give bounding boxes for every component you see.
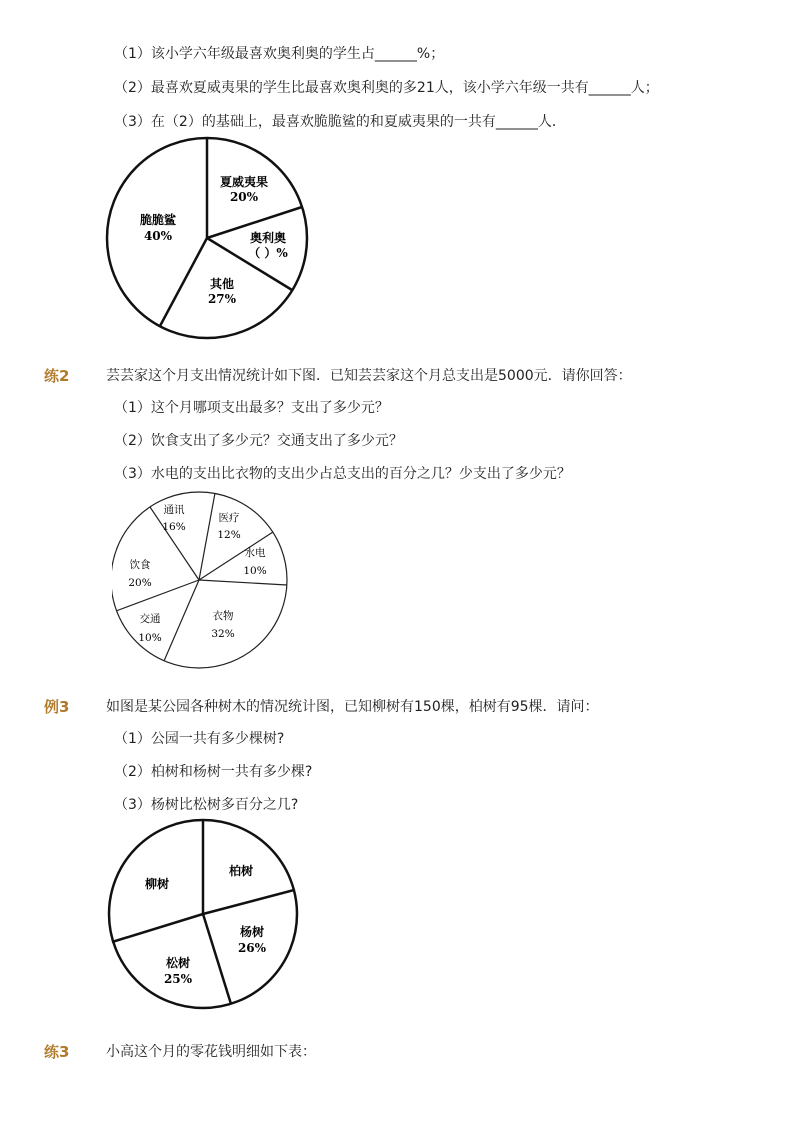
pie-divider	[199, 493, 215, 580]
pie-divider	[164, 580, 199, 661]
pie-chart-expenses	[112, 490, 292, 672]
slice-label-value: 27%	[207, 292, 237, 306]
slice-label-value: 32%	[211, 628, 235, 640]
slice-label-value: 20%	[128, 577, 152, 589]
example-tag-3: 例3	[44, 698, 70, 716]
slice-label-name: 松树	[165, 956, 191, 970]
question-2-1: （1）这个月哪项支出最多？支出了多少元？	[114, 400, 389, 416]
slice-label-name: 其他	[209, 277, 235, 291]
slice-label-name: 交通	[139, 613, 161, 625]
exercise-stem-2: 芸芸家这个月支出情况统计如下图．已知芸芸家这个月总支出是5000元．请你回答：	[106, 368, 632, 384]
exercise-tag-2: 练2	[44, 367, 70, 385]
slice-label-value: 40%	[143, 229, 173, 243]
slice-label-value: 12%	[217, 529, 241, 541]
pie-chart-snacks	[100, 134, 314, 346]
question-1-3: （3）在（2）的基础上，最喜欢脆脆鲨的和夏威夷果的一共有______人．	[114, 114, 566, 130]
slice-label-name: 水电	[244, 547, 266, 559]
pie-divider	[150, 507, 199, 580]
pie-divider	[199, 580, 287, 585]
exercise-stem-3: 小高这个月的零花钱明细如下表：	[106, 1044, 316, 1060]
pie-divider	[160, 238, 207, 326]
question-3-2: （2）柏树和杨树一共有多少棵?	[114, 764, 313, 780]
pie-chart-trees	[104, 818, 304, 1012]
slice-label-name: 夏威夷果	[219, 175, 269, 189]
slice-label-value: 10%	[243, 565, 267, 577]
question-1-2: （2）最喜欢夏威夷果的学生比最喜欢奥利奥的多21人，该小学六年级一共有______人；	[114, 80, 659, 96]
slice-label-value: 25%	[163, 972, 193, 986]
slice-label-name: 脆脆鲨	[139, 213, 177, 227]
pie-divider	[112, 914, 203, 942]
slice-label-name: 柏树	[228, 864, 254, 878]
slice-label-value: 26%	[237, 941, 267, 955]
slice-label-name: 柳树	[144, 877, 170, 891]
question-2-2: （2）饮食支出了多少元？交通支出了多少元？	[114, 433, 403, 449]
pie-divider	[203, 914, 231, 1004]
slice-label-value: 16%	[162, 521, 186, 533]
slice-label-value: 10%	[138, 632, 162, 644]
slice-label-value: （ ）%	[248, 246, 288, 260]
slice-label-name: 通讯	[163, 504, 185, 516]
pie-divider	[203, 890, 294, 914]
slice-label-value: 20%	[229, 190, 259, 204]
question-1-1: （1）该小学六年级最喜欢奥利奥的学生占______%；	[114, 46, 445, 62]
slice-label-name: 医疗	[218, 512, 240, 524]
question-3-1: （1）公园一共有多少棵树?	[114, 731, 285, 747]
example-stem-3: 如图是某公园各种树木的情况统计图，已知柳树有150棵，柏树有95棵．请问：	[106, 699, 599, 715]
slice-label-name: 饮食	[129, 559, 151, 571]
slice-label-name: 奥利奥	[249, 231, 287, 245]
question-2-3: （3）水电的支出比衣物的支出少占总支出的百分之几？少支出了多少元？	[114, 466, 571, 482]
exercise-tag-3: 练3	[44, 1043, 70, 1061]
slice-label-name: 杨树	[239, 925, 265, 939]
question-3-3: （3）杨树比松树多百分之几?	[114, 797, 299, 813]
slice-label-name: 衣物	[212, 610, 234, 622]
